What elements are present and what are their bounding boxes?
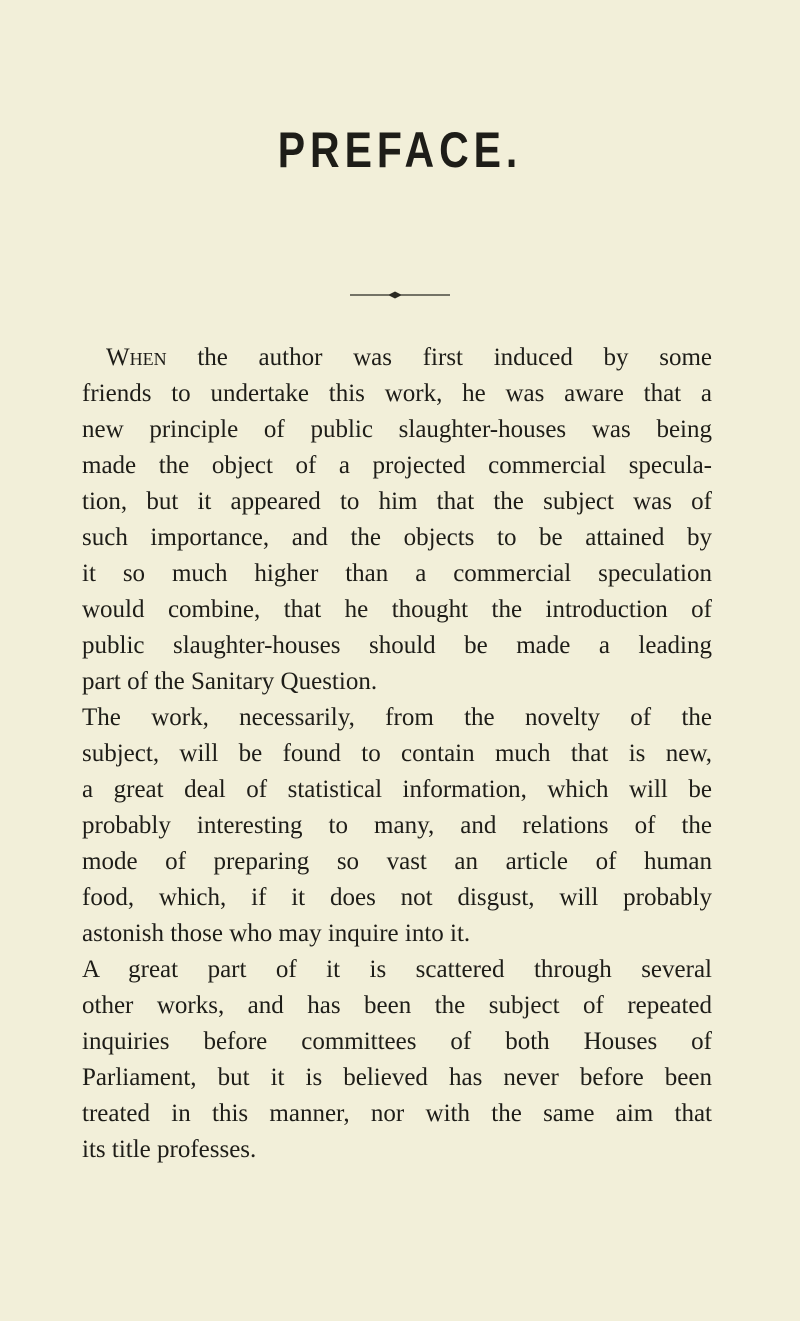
preface-body bbox=[82, 340, 712, 1168]
ornament-divider-icon bbox=[350, 290, 450, 300]
text-line: a great deal of statistical information, which will be bbox=[82, 776, 712, 803]
paragraph-1 bbox=[106, 340, 712, 376]
text-line: other works, and has been the subject of repeated bbox=[82, 992, 712, 1019]
text-line bbox=[106, 340, 712, 376]
text-line: part of the Sanitary Question. bbox=[82, 668, 378, 695]
text-line: it so much higher than a commercial speculation bbox=[82, 560, 712, 587]
text-line: new principle of public slaughter-houses was being bbox=[82, 416, 712, 443]
text-line: public slaughter-houses should be made a leading bbox=[82, 632, 712, 659]
line-text: the author was first induced by some bbox=[197, 344, 713, 371]
text-line: Parliament, but it is believed has never before been bbox=[82, 1064, 712, 1091]
paragraph-3 bbox=[82, 952, 712, 1168]
text-line: would combine, that he thought the introduction of bbox=[82, 596, 712, 623]
text-line: The work, necessarily, from the novelty of the bbox=[82, 704, 712, 731]
text-line: its title professes. bbox=[82, 1136, 257, 1163]
text-line: tion, but it appeared to him that the subject was of bbox=[82, 488, 712, 515]
paragraph-1-continued bbox=[82, 376, 712, 700]
text-line: friends to undertake this work, he was aware that a bbox=[82, 380, 712, 407]
text-line: probably interesting to many, and relations of the bbox=[82, 812, 712, 839]
text-line: such importance, and the objects to be attained by bbox=[82, 524, 712, 551]
text-line: astonish those who may inquire into it. bbox=[82, 920, 471, 947]
text-line: A great part of it is scattered through several bbox=[82, 956, 712, 983]
text-line: inquiries before committees of both Houses of bbox=[82, 1028, 712, 1055]
text-line: food, which, if it does not disgust, will probably bbox=[82, 884, 712, 911]
paragraph-2 bbox=[82, 700, 712, 952]
text-line: subject, will be found to contain much that is new, bbox=[82, 740, 712, 767]
page-title: PREFACE. bbox=[277, 122, 523, 178]
lead-word: When bbox=[106, 344, 167, 371]
text-line: treated in this manner, nor with the same aim that bbox=[82, 1100, 712, 1127]
text-line: mode of preparing so vast an article of human bbox=[82, 848, 712, 875]
text-line: made the object of a projected commercial specula- bbox=[82, 452, 712, 479]
